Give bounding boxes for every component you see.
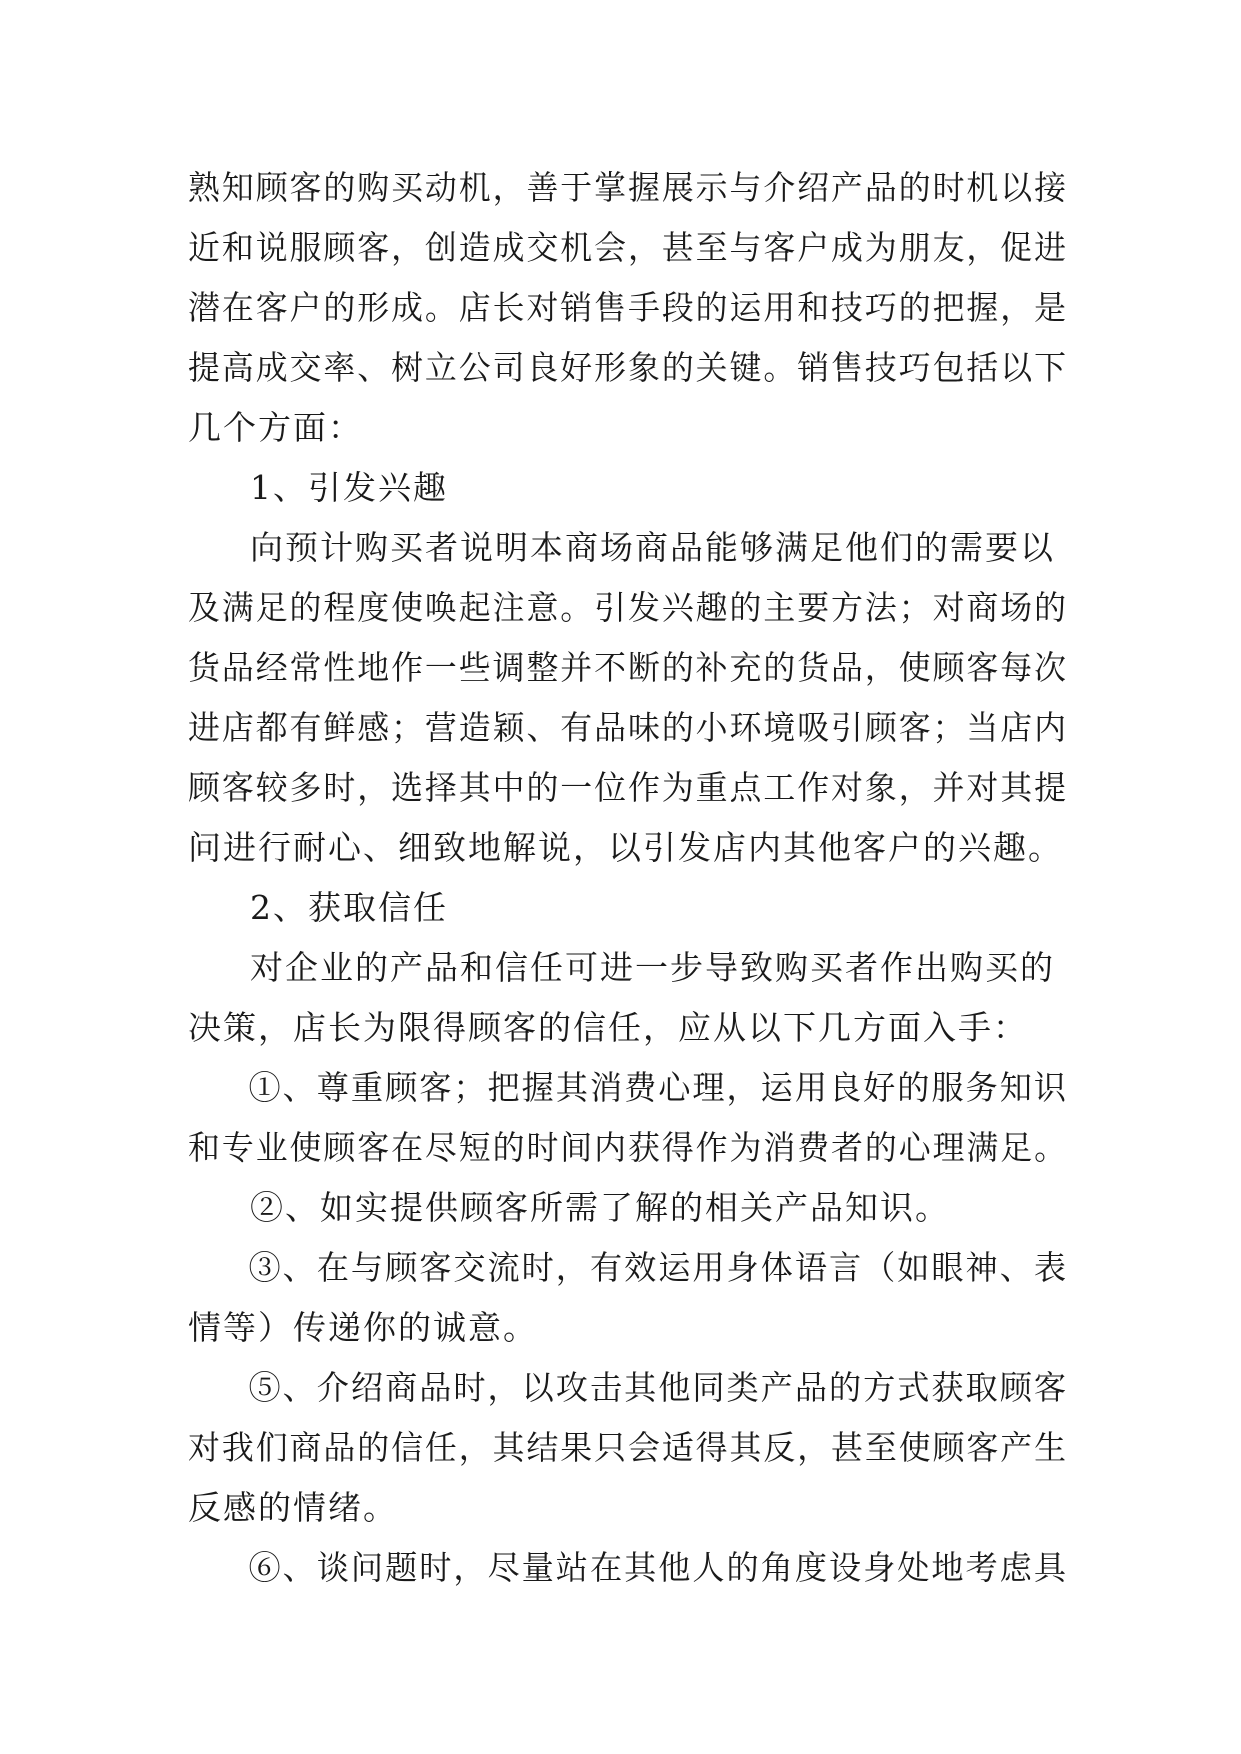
text-line: 2、获取信任 bbox=[250, 888, 448, 927]
text-line: 问进行耐心、细致地解说，以引发店内其他客户的兴趣。 bbox=[188, 828, 1063, 867]
text-line: 提高成交率、树立公司良好形象的关键。销售技巧包括以下 bbox=[188, 348, 1068, 387]
text-line: 顾客较多时，选择其中的一位作为重点工作对象，并对其提 bbox=[188, 768, 1068, 807]
text-line: 向预计购买者说明本商场商品能够满足他们的需要以 bbox=[250, 528, 1055, 567]
text-line: 潜在客户的形成。店长对销售手段的运用和技巧的把握，是 bbox=[188, 288, 1068, 327]
text-line: 反感的情绪。 bbox=[188, 1488, 398, 1527]
document-body bbox=[188, 158, 1068, 1598]
text-line: 1、引发兴趣 bbox=[250, 468, 448, 507]
text-line: 情等）传递你的诚意。 bbox=[188, 1308, 538, 1347]
text-line: 对我们商品的信任，其结果只会适得其反，甚至使顾客产生 bbox=[188, 1428, 1068, 1467]
text-line: ③、在与顾客交流时，有效运用身体语言（如眼神、表 bbox=[248, 1248, 1068, 1287]
text-line: 几个方面： bbox=[188, 408, 363, 447]
text-line: ②、如实提供顾客所需了解的相关产品知识。 bbox=[250, 1188, 950, 1227]
text-line: 熟知顾客的购买动机，善于掌握展示与介绍产品的时机以接 bbox=[188, 168, 1068, 207]
text-line: ⑤、介绍商品时，以攻击其他同类产品的方式获取顾客 bbox=[248, 1368, 1068, 1407]
text-line: 对企业的产品和信任可进一步导致购买者作出购买的 bbox=[250, 948, 1055, 987]
text-line: 决策，店长为限得顾客的信任，应从以下几方面入手： bbox=[188, 1008, 1028, 1047]
text-line: 及满足的程度使唤起注意。引发兴趣的主要方法；对商场的 bbox=[188, 588, 1068, 627]
text-line: 和专业使顾客在尽短的时间内获得作为消费者的心理满足。 bbox=[188, 1128, 1068, 1167]
text-line: 近和说服顾客，创造成交机会，甚至与客户成为朋友，促进 bbox=[188, 228, 1068, 267]
text-line: ①、尊重顾客；把握其消费心理，运用良好的服务知识 bbox=[248, 1068, 1068, 1107]
text-line: ⑥、谈问题时，尽量站在其他人的角度设身处地考虑具 bbox=[248, 1548, 1068, 1587]
text-line: 货品经常性地作一些调整并不断的补充的货品，使顾客每次 bbox=[188, 648, 1068, 687]
text-line: 进店都有鲜感；营造颖、有品味的小环境吸引顾客；当店内 bbox=[188, 708, 1068, 747]
